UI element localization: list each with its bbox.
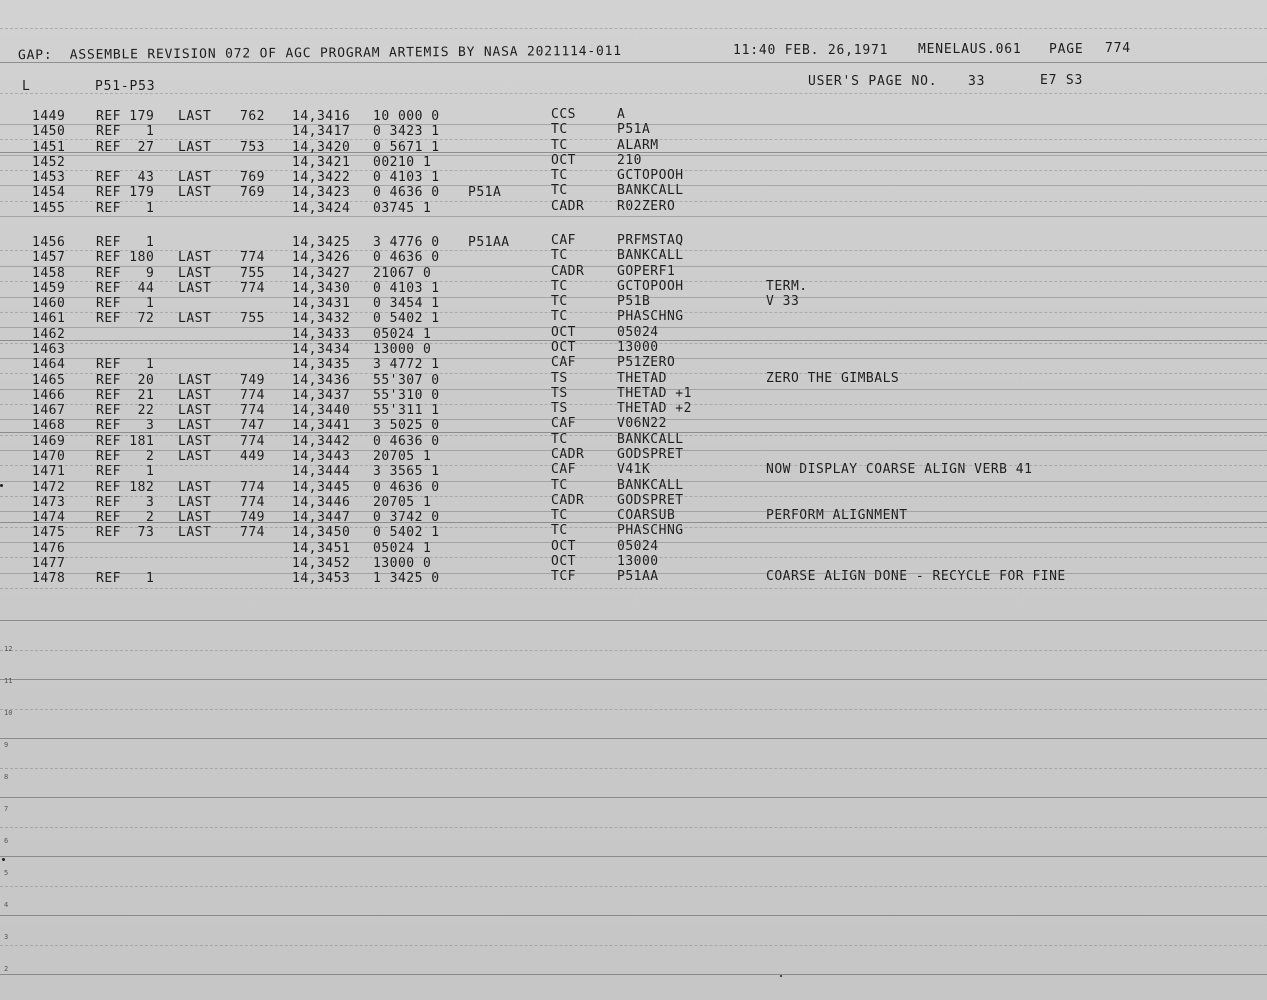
row-op: TC bbox=[551, 309, 568, 325]
row-line: 1476 bbox=[32, 540, 66, 556]
row-last: LAST bbox=[178, 479, 212, 495]
row-comment: NOW DISPLAY COARSE ALIGN VERB 41 bbox=[766, 462, 1033, 478]
row-ref: REF 182 bbox=[96, 479, 155, 495]
row-ref: REF 3 bbox=[96, 494, 155, 510]
row-op: OCT bbox=[551, 324, 576, 340]
row-rule bbox=[0, 404, 1267, 405]
row-op: TC bbox=[551, 137, 568, 153]
row-last: LAST bbox=[178, 372, 212, 388]
row-last: LAST bbox=[178, 387, 212, 403]
blank-rule bbox=[0, 709, 1267, 710]
row-line: 1464 bbox=[32, 357, 66, 373]
row-ref: REF 1 bbox=[96, 571, 155, 587]
row-comment: COARSE ALIGN DONE - RECYCLE FOR FINE bbox=[766, 569, 1066, 585]
row-rule bbox=[0, 588, 1267, 589]
row-lastnum: 774 bbox=[240, 403, 265, 419]
row-operand: THETAD +2 bbox=[617, 401, 692, 417]
row-word: 13000 0 bbox=[373, 556, 432, 571]
row-operand: A bbox=[617, 107, 626, 122]
row-lastnum: 747 bbox=[240, 418, 265, 434]
row-ref: REF 179 bbox=[96, 185, 155, 201]
blank-rule bbox=[0, 974, 1267, 975]
row-ref: REF 181 bbox=[96, 433, 155, 449]
margin-mark: 2 bbox=[4, 965, 9, 973]
row-addr: 14,3450 bbox=[292, 525, 351, 541]
row-ref: REF 1 bbox=[96, 124, 155, 140]
row-operand: P51A bbox=[617, 122, 651, 138]
row-label: P51A bbox=[468, 185, 502, 201]
row-operand: 05024 bbox=[617, 538, 659, 554]
row-word: 3 4772 1 bbox=[373, 357, 440, 373]
row-word: 0 4636 0 bbox=[373, 250, 440, 266]
row-op: TS bbox=[551, 370, 568, 386]
row-rule bbox=[0, 511, 1267, 512]
row-addr: 14,3446 bbox=[292, 494, 351, 510]
row-addr: 14,3447 bbox=[292, 510, 351, 526]
row-line: 1466 bbox=[32, 387, 66, 403]
margin-mark: 11 bbox=[4, 677, 13, 685]
row-lastnum: 769 bbox=[240, 185, 265, 201]
row-operand: THETAD bbox=[617, 370, 667, 386]
row-addr: 14,3432 bbox=[292, 311, 351, 327]
row-word: 3 4776 0 bbox=[373, 234, 440, 250]
margin-mark: 3 bbox=[4, 933, 9, 941]
row-ref: REF 1 bbox=[96, 200, 155, 216]
row-ref: REF 1 bbox=[96, 296, 155, 312]
section-rule bbox=[0, 432, 1267, 433]
row-ref: REF 22 bbox=[96, 403, 155, 419]
row-word: 1 3425 0 bbox=[373, 571, 440, 587]
row-op: TC bbox=[551, 278, 568, 294]
row-rule bbox=[0, 481, 1267, 482]
row-rule bbox=[0, 527, 1267, 528]
row-op: TS bbox=[551, 385, 568, 401]
row-ref: REF 44 bbox=[96, 280, 155, 296]
margin-mark: 4 bbox=[4, 901, 9, 909]
row-addr: 14,3442 bbox=[292, 433, 351, 449]
row-line: 1460 bbox=[32, 296, 66, 312]
row-last: LAST bbox=[178, 139, 212, 155]
row-comment: ZERO THE GIMBALS bbox=[766, 370, 900, 386]
row-op: CAF bbox=[551, 232, 576, 248]
row-comment: PERFORM ALIGNMENT bbox=[766, 508, 908, 524]
margin-mark: 5 bbox=[4, 869, 9, 877]
row-op: TC bbox=[551, 122, 568, 138]
row-ref: REF 27 bbox=[96, 139, 155, 155]
row-addr: 14,3453 bbox=[292, 571, 351, 587]
row-line: 1469 bbox=[32, 433, 66, 449]
row-op: TC bbox=[551, 248, 568, 264]
row-addr: 14,3451 bbox=[292, 540, 351, 556]
row-rule bbox=[0, 124, 1267, 125]
row-lastnum: 749 bbox=[240, 510, 265, 526]
blank-rule bbox=[0, 650, 1267, 651]
row-last: LAST bbox=[178, 280, 212, 296]
row-line: 1474 bbox=[32, 510, 66, 526]
users-page-number: 33 bbox=[968, 74, 986, 89]
row-ref: REF 2 bbox=[96, 448, 155, 464]
row-operand: 05024 bbox=[617, 324, 659, 340]
row-addr: 14,3420 bbox=[292, 139, 351, 155]
row-operand: V06N22 bbox=[617, 416, 667, 432]
blank-rule bbox=[0, 886, 1267, 887]
row-addr: 14,3444 bbox=[292, 464, 351, 480]
section-rule bbox=[0, 340, 1267, 341]
row-rule bbox=[0, 450, 1267, 451]
row-line: 1475 bbox=[32, 525, 66, 541]
row-last: LAST bbox=[178, 403, 212, 419]
row-line: 1451 bbox=[32, 139, 66, 155]
blank-rule bbox=[0, 915, 1267, 916]
margin-mark: 8 bbox=[4, 773, 9, 781]
row-word: 00210 1 bbox=[373, 154, 432, 170]
listing-title: GAP: ASSEMBLE REVISION 072 OF AGC PROGRAM ARTEMIS BY NASA 2021114-011 bbox=[17, 43, 622, 64]
row-word: 03745 1 bbox=[373, 200, 432, 216]
row-ref: REF 1 bbox=[96, 464, 155, 480]
row-addr: 14,3421 bbox=[292, 154, 351, 170]
row-op: CAF bbox=[551, 462, 576, 478]
row-op: CCS bbox=[551, 107, 576, 122]
row-word: 21067 0 bbox=[373, 265, 432, 281]
blank-rule bbox=[0, 856, 1267, 857]
row-last: LAST bbox=[178, 250, 212, 266]
row-line: 1457 bbox=[32, 250, 66, 266]
row-rule bbox=[0, 419, 1267, 420]
row-rule bbox=[0, 216, 1267, 217]
row-lastnum: 774 bbox=[240, 280, 265, 296]
row-operand: COARSUB bbox=[617, 508, 676, 524]
ink-speck bbox=[780, 975, 782, 977]
row-word: 0 5671 1 bbox=[373, 139, 440, 155]
row-operand: GCTOPOOH bbox=[617, 168, 684, 184]
rule-line bbox=[0, 28, 1267, 29]
row-op: TS bbox=[551, 401, 568, 417]
row-word: 55'307 0 bbox=[373, 372, 440, 388]
row-last: LAST bbox=[178, 311, 212, 327]
row-word: 05024 1 bbox=[373, 540, 432, 556]
row-addr: 14,3424 bbox=[292, 200, 351, 216]
row-line: 1473 bbox=[32, 494, 66, 510]
row-ref: REF 180 bbox=[96, 250, 155, 266]
row-line: 1454 bbox=[32, 185, 66, 201]
blank-rule bbox=[0, 768, 1267, 769]
row-line: 1455 bbox=[32, 200, 66, 216]
row-lastnum: 774 bbox=[240, 479, 265, 495]
row-op: TC bbox=[551, 431, 568, 447]
row-addr: 14,3436 bbox=[292, 372, 351, 388]
row-op: TC bbox=[551, 523, 568, 539]
row-addr: 14,3437 bbox=[292, 387, 351, 403]
section-rule bbox=[0, 522, 1267, 523]
row-line: 1478 bbox=[32, 571, 66, 587]
row-addr: 14,3441 bbox=[292, 418, 351, 434]
row-word: 20705 1 bbox=[373, 448, 432, 464]
row-lastnum: 774 bbox=[240, 525, 265, 541]
section-name: P51-P53 bbox=[95, 79, 156, 94]
row-word: 0 4636 0 bbox=[373, 433, 440, 449]
page-label: PAGE bbox=[1049, 42, 1084, 57]
row-addr: 14,3435 bbox=[292, 357, 351, 373]
row-last: LAST bbox=[178, 170, 212, 186]
row-addr: 14,3440 bbox=[292, 403, 351, 419]
row-operand: THETAD +1 bbox=[617, 385, 692, 401]
blank-rule bbox=[0, 945, 1267, 946]
row-ref: REF 3 bbox=[96, 418, 155, 434]
row-word: 3 5025 0 bbox=[373, 418, 440, 434]
row-rule bbox=[0, 435, 1267, 436]
row-rule bbox=[0, 373, 1267, 374]
row-last: LAST bbox=[178, 510, 212, 526]
row-rule bbox=[0, 155, 1267, 156]
row-rule bbox=[0, 201, 1267, 202]
row-addr: 14,3452 bbox=[292, 556, 351, 571]
margin-mark: 7 bbox=[4, 805, 9, 813]
row-word: 3 3565 1 bbox=[373, 464, 440, 480]
row-line: 1453 bbox=[32, 170, 66, 186]
row-rule bbox=[0, 465, 1267, 466]
row-word: 0 5402 1 bbox=[373, 311, 440, 327]
row-ref: REF 179 bbox=[96, 109, 155, 124]
row-ref: REF 43 bbox=[96, 170, 155, 186]
row-rule bbox=[0, 297, 1267, 298]
row-operand: BANKCALL bbox=[617, 248, 684, 264]
row-line: 1450 bbox=[32, 124, 66, 140]
ink-speck bbox=[0, 484, 3, 487]
row-lastnum: 755 bbox=[240, 311, 265, 327]
row-operand: P51ZERO bbox=[617, 355, 676, 371]
margin-mark: 10 bbox=[4, 709, 13, 717]
row-op: TC bbox=[551, 477, 568, 493]
row-lastnum: 753 bbox=[240, 139, 265, 155]
row-ref: REF 2 bbox=[96, 510, 155, 526]
blank-rule bbox=[0, 827, 1267, 828]
row-rule bbox=[0, 170, 1267, 171]
row-word: 13000 0 bbox=[373, 341, 432, 357]
row-lastnum: 769 bbox=[240, 170, 265, 186]
row-op: CADR bbox=[551, 492, 585, 508]
row-operand: BANKCALL bbox=[617, 477, 684, 493]
rule-line bbox=[0, 93, 1267, 94]
row-op: TC bbox=[551, 183, 568, 199]
row-operand: PHASCHNG bbox=[617, 309, 684, 325]
row-operand: GODSPRET bbox=[617, 446, 684, 462]
row-comment: V 33 bbox=[766, 294, 800, 310]
row-operand: 13000 bbox=[617, 554, 659, 569]
row-word: 0 4636 0 bbox=[373, 185, 440, 201]
row-line: 1472 bbox=[32, 479, 66, 495]
row-operand: P51AA bbox=[617, 569, 659, 585]
row-rule bbox=[0, 312, 1267, 313]
blank-rule bbox=[0, 620, 1267, 621]
row-lastnum: 749 bbox=[240, 372, 265, 388]
row-rule bbox=[0, 250, 1267, 251]
row-ref: REF 73 bbox=[96, 525, 155, 541]
row-line: 1462 bbox=[32, 326, 66, 342]
row-last: LAST bbox=[178, 109, 212, 124]
margin-mark: 9 bbox=[4, 741, 9, 749]
row-op: TCF bbox=[551, 569, 576, 585]
row-word: 0 4103 1 bbox=[373, 170, 440, 186]
row-word: 10 000 0 bbox=[373, 109, 440, 124]
row-op: CAF bbox=[551, 355, 576, 371]
row-addr: 14,3445 bbox=[292, 479, 351, 495]
row-op: TC bbox=[551, 168, 568, 184]
row-operand: GOPERF1 bbox=[617, 263, 676, 279]
row-addr: 14,3443 bbox=[292, 448, 351, 464]
row-addr: 14,3417 bbox=[292, 124, 351, 140]
row-addr: 14,3430 bbox=[292, 280, 351, 296]
listing-marker: L bbox=[22, 79, 31, 94]
row-rule bbox=[0, 557, 1267, 558]
row-line: 1477 bbox=[32, 556, 66, 571]
row-last: LAST bbox=[178, 265, 212, 281]
row-operand: 210 bbox=[617, 152, 642, 168]
row-addr: 14,3423 bbox=[292, 185, 351, 201]
row-comment: TERM. bbox=[766, 278, 808, 294]
row-addr: 14,3425 bbox=[292, 234, 351, 250]
row-line: 1471 bbox=[32, 464, 66, 480]
row-op: OCT bbox=[551, 152, 576, 168]
row-rule bbox=[0, 139, 1267, 140]
row-word: 0 3742 0 bbox=[373, 510, 440, 526]
blank-rule bbox=[0, 679, 1267, 680]
row-last: LAST bbox=[178, 185, 212, 201]
row-addr: 14,3431 bbox=[292, 296, 351, 312]
row-op: OCT bbox=[551, 538, 576, 554]
row-ref: REF 1 bbox=[96, 357, 155, 373]
row-rule bbox=[0, 542, 1267, 543]
row-line: 1459 bbox=[32, 280, 66, 296]
ink-speck bbox=[2, 858, 5, 861]
row-line: 1465 bbox=[32, 372, 66, 388]
row-last: LAST bbox=[178, 433, 212, 449]
row-op: TC bbox=[551, 508, 568, 524]
row-word: 55'311 1 bbox=[373, 403, 440, 419]
row-op: OCT bbox=[551, 339, 576, 355]
row-label: P51AA bbox=[468, 234, 510, 250]
row-ref: REF 21 bbox=[96, 387, 155, 403]
row-ref: REF 72 bbox=[96, 311, 155, 327]
row-last: LAST bbox=[178, 494, 212, 510]
row-rule bbox=[0, 389, 1267, 390]
row-line: 1458 bbox=[32, 265, 66, 281]
row-addr: 14,3427 bbox=[292, 265, 351, 281]
row-rule bbox=[0, 327, 1267, 328]
row-word: 0 3454 1 bbox=[373, 296, 440, 312]
row-last: LAST bbox=[178, 525, 212, 541]
row-operand: BANKCALL bbox=[617, 431, 684, 447]
row-line: 1456 bbox=[32, 234, 66, 250]
row-rule bbox=[0, 343, 1267, 344]
row-line: 1461 bbox=[32, 311, 66, 327]
row-operand: ALARM bbox=[617, 137, 659, 153]
row-operand: BANKCALL bbox=[617, 183, 684, 199]
row-word: 0 4636 0 bbox=[373, 479, 440, 495]
row-lastnum: 755 bbox=[240, 265, 265, 281]
row-line: 1452 bbox=[32, 154, 66, 170]
row-rule bbox=[0, 281, 1267, 282]
blank-rule bbox=[0, 797, 1267, 798]
row-word: 20705 1 bbox=[373, 494, 432, 510]
row-word: 0 5402 1 bbox=[373, 525, 440, 541]
row-ref: REF 20 bbox=[96, 372, 155, 388]
row-last: LAST bbox=[178, 418, 212, 434]
row-word: 0 4103 1 bbox=[373, 280, 440, 296]
row-lastnum: 774 bbox=[240, 433, 265, 449]
row-addr: 14,3426 bbox=[292, 250, 351, 266]
row-word: 05024 1 bbox=[373, 326, 432, 342]
row-line: 1470 bbox=[32, 448, 66, 464]
row-line: 1463 bbox=[32, 341, 66, 357]
section-rule bbox=[0, 152, 1267, 153]
row-addr: 14,3434 bbox=[292, 341, 351, 357]
row-rule bbox=[0, 573, 1267, 574]
blank-rule bbox=[0, 738, 1267, 739]
row-op: TC bbox=[551, 294, 568, 310]
row-lastnum: 762 bbox=[240, 109, 265, 124]
margin-mark: 6 bbox=[4, 837, 9, 845]
row-operand: PRFMSTAQ bbox=[617, 232, 684, 248]
row-line: 1468 bbox=[32, 418, 66, 434]
listing-id: MENELAUS.061 bbox=[918, 42, 1022, 57]
row-word: 55'310 0 bbox=[373, 387, 440, 403]
section-code: E7 S3 bbox=[1040, 73, 1084, 88]
row-operand: V41K bbox=[617, 462, 651, 478]
margin-mark: 12 bbox=[4, 645, 13, 653]
row-rule bbox=[0, 358, 1267, 359]
row-lastnum: 449 bbox=[240, 448, 265, 464]
row-word: 0 3423 1 bbox=[373, 124, 440, 140]
row-ref: REF 9 bbox=[96, 265, 155, 281]
row-op: CADR bbox=[551, 198, 585, 214]
row-operand: GODSPRET bbox=[617, 492, 684, 508]
row-op: OCT bbox=[551, 554, 576, 569]
row-op: CADR bbox=[551, 263, 585, 279]
row-operand: PHASCHNG bbox=[617, 523, 684, 539]
row-rule bbox=[0, 185, 1267, 186]
page-number: 774 bbox=[1105, 41, 1131, 56]
row-addr: 14,3416 bbox=[292, 109, 351, 124]
row-operand: GCTOPOOH bbox=[617, 278, 684, 294]
row-line: 1449 bbox=[32, 109, 66, 124]
row-op: CADR bbox=[551, 446, 585, 462]
row-rule bbox=[0, 266, 1267, 267]
rule-line bbox=[0, 62, 1267, 63]
listing-timestamp: 11:40 FEB. 26,1971 bbox=[733, 43, 889, 58]
row-lastnum: 774 bbox=[240, 494, 265, 510]
row-addr: 14,3422 bbox=[292, 170, 351, 186]
row-line: 1467 bbox=[32, 403, 66, 419]
row-rule bbox=[0, 496, 1267, 497]
row-lastnum: 774 bbox=[240, 250, 265, 266]
row-operand: P51B bbox=[617, 294, 651, 310]
row-last: LAST bbox=[178, 448, 212, 464]
row-lastnum: 774 bbox=[240, 387, 265, 403]
row-op: CAF bbox=[551, 416, 576, 432]
users-page-label: USER'S PAGE NO. bbox=[808, 74, 938, 89]
row-ref: REF 1 bbox=[96, 234, 155, 250]
row-operand: 13000 bbox=[617, 339, 659, 355]
row-addr: 14,3433 bbox=[292, 326, 351, 342]
row-operand: R02ZERO bbox=[617, 198, 676, 214]
